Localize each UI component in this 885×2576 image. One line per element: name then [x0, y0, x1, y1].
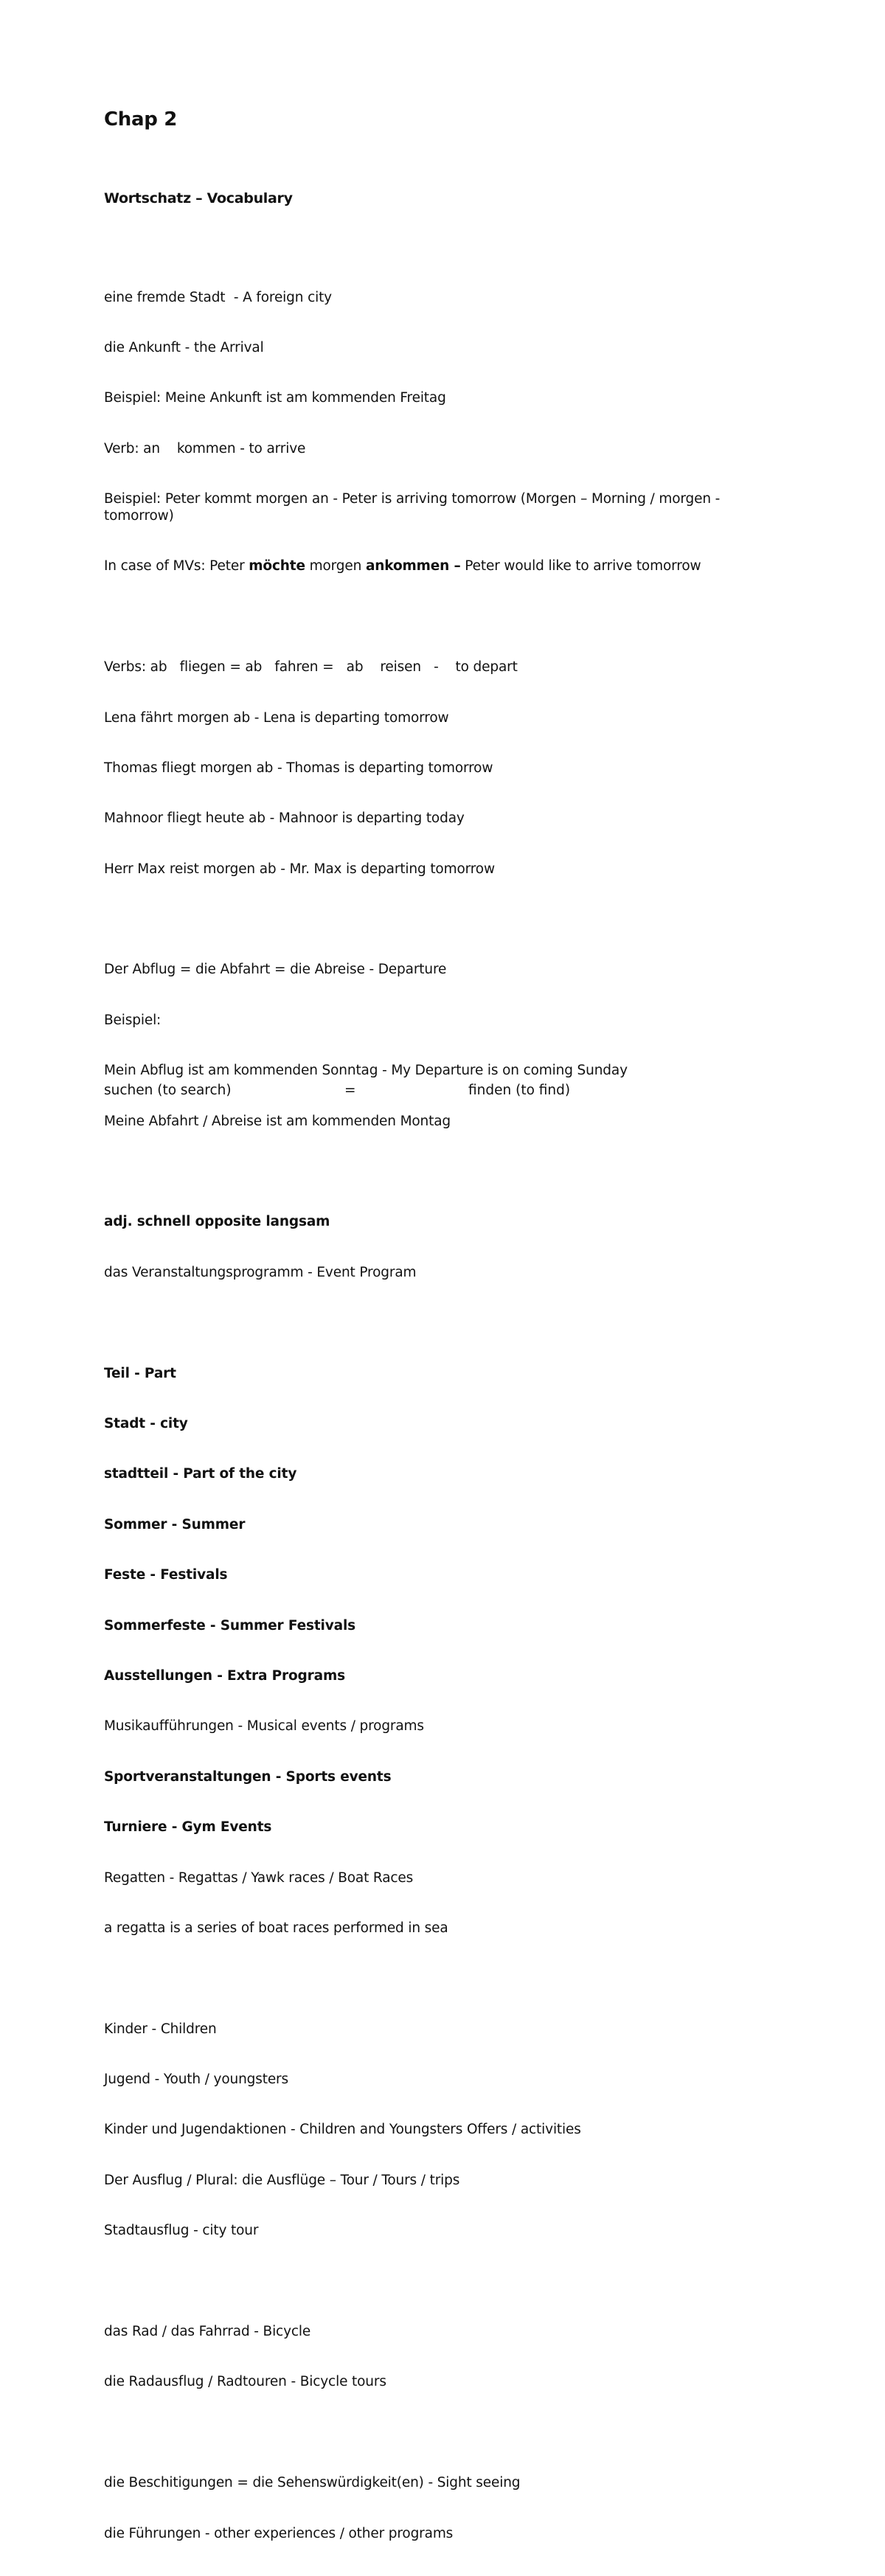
vocab-line: Regatten - Regattas / Yawk races / Boat Races	[104, 1869, 414, 1886]
bold-segment: möchte	[249, 558, 305, 574]
vocab-line: Mein Abflug ist am kommenden Sonntag - My Departure is on coming Sunday	[104, 1063, 628, 1079]
vocab-line: eine fremde Stadt - A foreign city	[104, 289, 332, 305]
vocab-line: die Beschitigungen = die Sehenswürdigkeit(en) - Sight seeing	[104, 2475, 521, 2491]
blank-line	[104, 1315, 790, 1332]
vocab-line: Thomas fliegt morgen ab - Thomas is departing tomorrow	[104, 760, 493, 776]
vocab-line: die Radausflug / Radtouren - Bicycle tours	[104, 2374, 386, 2390]
vocab-line: Herr Max reist morgen ab - Mr. Max is departing tomorrow	[104, 861, 495, 877]
text-segment: morgen	[305, 558, 366, 574]
vocab-line: das Rad / das Fahrrad - Bicycle	[104, 2324, 311, 2340]
section-title: Wortschatz – Vocabulary	[104, 190, 293, 206]
find-term: finden (to find)	[468, 1083, 571, 1098]
vocab-line: die Führungen - other experiences / other programs	[104, 2525, 454, 2541]
blank-line	[104, 912, 790, 928]
vocab-line: Verbs: ab fliegen = ab fahren = ab reisen - to depart	[104, 659, 518, 676]
vocab-line: Musikaufführungen - Musical events / programs	[104, 1718, 424, 1735]
vocab-line: Stadtausflug - city tour	[104, 2223, 259, 2239]
vocab-line-bold: stadtteil - Part of the city	[104, 1466, 297, 1482]
blank-line	[104, 2425, 790, 2442]
text-segment: In case of MVs: Peter	[104, 558, 249, 574]
text-segment: Peter would like to arrive tomorrow	[460, 558, 701, 574]
bold-segment: ankommen –	[365, 558, 461, 574]
vocab-line-bold: Teil - Part	[104, 1365, 176, 1381]
vocab-line: Mahnoor fliegt heute ab - Mahnoor is departing today	[104, 810, 465, 827]
vocab-line: das Veranstaltungsprogramm - Event Program	[104, 1264, 417, 1280]
vocab-line: Meine Abfahrt / Abreise ist am kommenden Montag	[104, 1113, 451, 1129]
vocab-line: Kinder und Jugendaktionen - Children and Youngsters Offers / activities	[104, 2122, 581, 2138]
vocab-line-bold: Turniere - Gym Events	[104, 1819, 272, 1836]
blank-line	[104, 2274, 790, 2291]
vocab-line: Beispiel:	[104, 1012, 162, 1028]
search-find-row	[104, 1081, 790, 1100]
vocab-line-bold: Sportveranstaltungen - Sports events	[104, 1768, 392, 1785]
vocab-line: Beispiel: Meine Ankunft ist am kommenden Freitag	[104, 390, 446, 406]
vocab-line: a regatta is a series of boat races performed in sea	[104, 1920, 448, 1936]
vocab-line-bold: adj. schnell opposite langsam	[104, 1214, 330, 1230]
vocab-line: Beispiel: Peter kommt morgen an - Peter is arriving tomorrow (Morgen – Morning / morgen - tomorrow)	[104, 491, 724, 524]
search-term: suchen (to search)	[104, 1083, 232, 1098]
vocab-line-bold: Stadt - city	[104, 1415, 188, 1431]
vocab-line: Der Abflug = die Abfahrt = die Abreise - Departure	[104, 962, 447, 978]
blank-line	[104, 1164, 790, 1181]
vocabulary-list	[104, 256, 790, 2576]
vocab-line: Verb: an kommen - to arrive	[104, 440, 306, 456]
vocab-line: Lena fährt morgen ab - Lena is departing tomorrow	[104, 709, 449, 726]
vocab-line: die Ankunft - the Arrival	[104, 339, 264, 355]
vocab-line: Der Ausflug / Plural: die Ausflüge – Tour / Tours / trips	[104, 2172, 460, 2188]
blank-line	[104, 609, 790, 626]
vocab-line-bold: Feste - Festivals	[104, 1567, 228, 1583]
chapter-title: Chap 2	[104, 108, 178, 131]
blank-line	[104, 1971, 790, 1987]
vocab-line: Kinder - Children	[104, 2021, 217, 2037]
vocab-line-bold: Sommerfeste - Summer Festivals	[104, 1617, 356, 1634]
equals-sign: =	[344, 1083, 356, 1098]
vocab-line-bold: Ausstellungen - Extra Programs	[104, 1667, 345, 1684]
vocab-line-modal-verbs	[104, 558, 790, 575]
vocab-line: Jugend - Youth / youngsters	[104, 2072, 288, 2088]
vocab-line-bold: Sommer - Summer	[104, 1516, 246, 1532]
